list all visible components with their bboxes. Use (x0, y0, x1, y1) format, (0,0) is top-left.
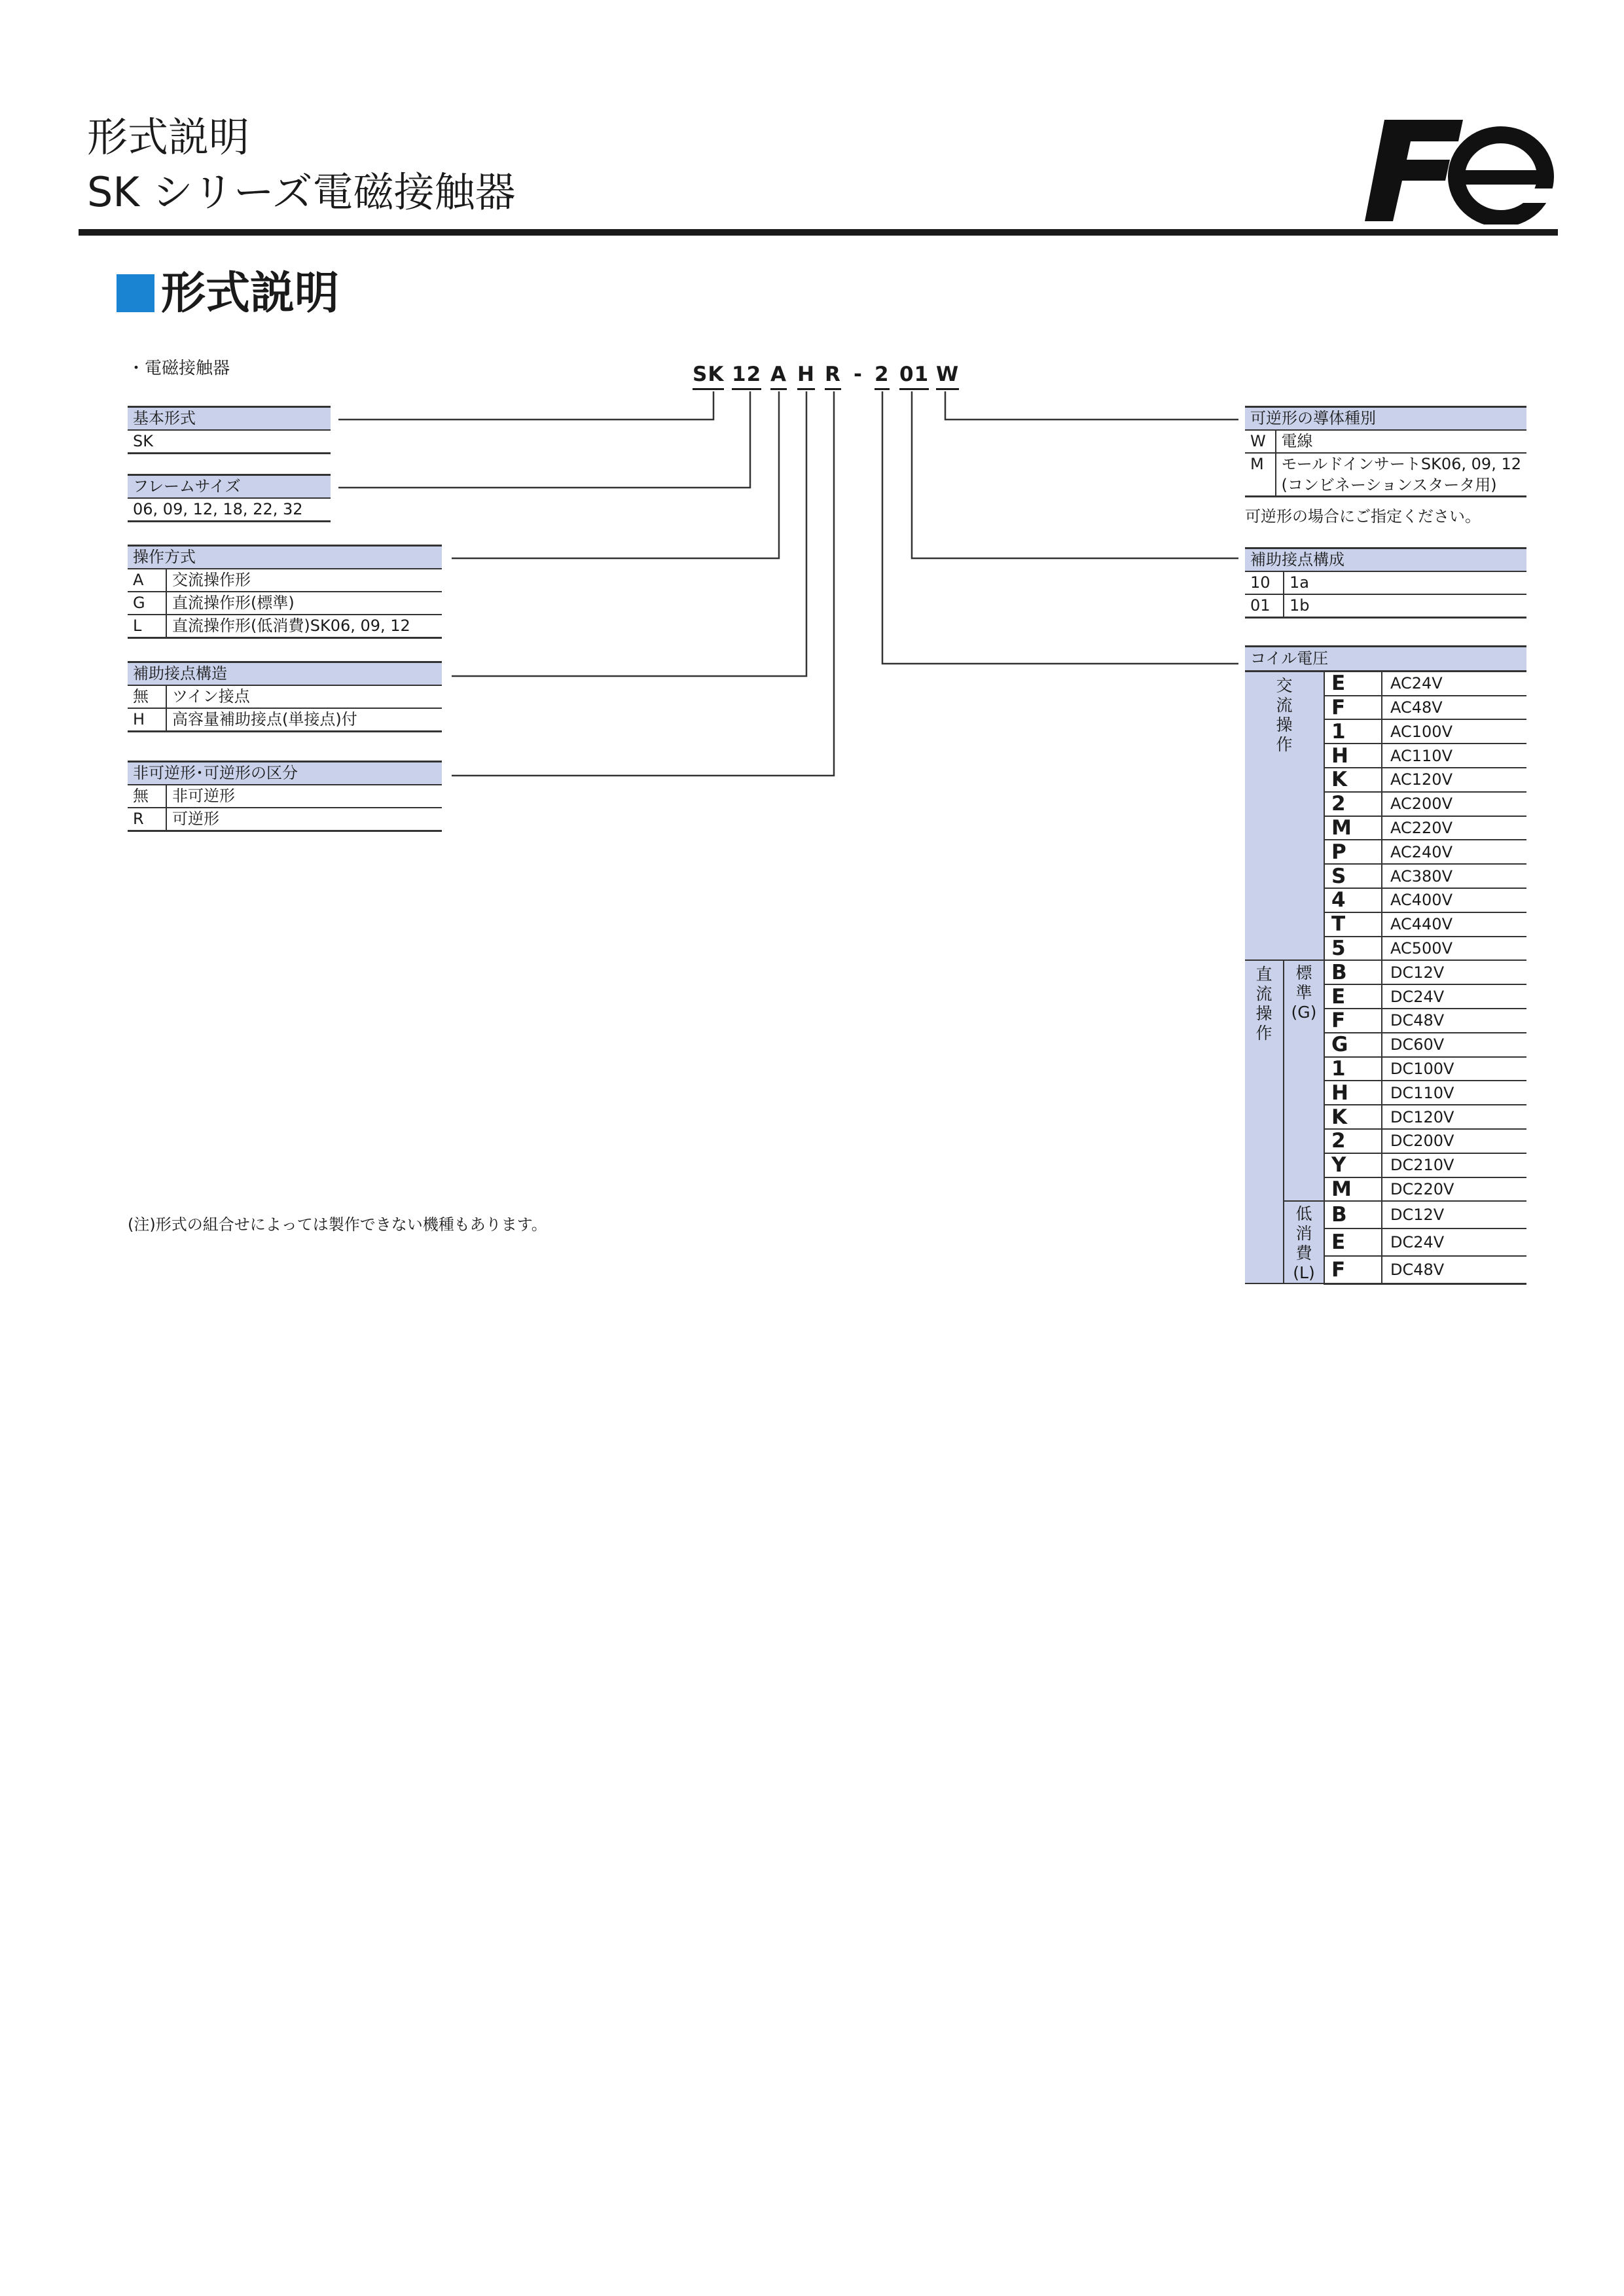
table-title: 操作方式 (128, 546, 442, 569)
row-code: M (1245, 453, 1276, 497)
coil-code: B (1324, 1201, 1382, 1229)
coil-voltage: AC120V (1382, 768, 1526, 792)
table-title: 可逆形の導体種別 (1245, 407, 1526, 431)
coil-voltage: DC120V (1382, 1105, 1526, 1129)
coil-code: 1 (1324, 719, 1382, 744)
coil-voltage: DC12V (1382, 1201, 1526, 1229)
row-code: H (128, 708, 166, 732)
coil-voltage: DC210V (1382, 1153, 1526, 1177)
row-code: 10 (1245, 571, 1284, 594)
coil-code: K (1324, 1105, 1382, 1129)
table-value: SK (128, 430, 331, 454)
coil-voltage: DC24V (1382, 984, 1526, 1009)
coil-voltage: DC24V (1382, 1229, 1526, 1256)
coil-voltage: DC200V (1382, 1129, 1526, 1153)
code-part-hyphen: - (854, 363, 863, 386)
code-part-coil: 2 (875, 360, 890, 389)
coil-code: M (1324, 816, 1382, 840)
code-part-conductor: W (936, 360, 959, 389)
row-label: 可逆形 (166, 808, 442, 831)
header-title-line1: 形式説明 (87, 113, 250, 161)
row-code: 無 (128, 785, 166, 808)
row-code: W (1245, 430, 1276, 453)
row-code: L (128, 615, 166, 638)
coil-code: T (1324, 912, 1382, 937)
coil-voltage: DC48V (1382, 1256, 1526, 1283)
coil-group-ac: 交 流 操 作 (1245, 671, 1324, 960)
coil-voltage: DC100V (1382, 1057, 1526, 1081)
coil-code: F (1324, 1009, 1382, 1033)
coil-voltage: DC60V (1382, 1033, 1526, 1057)
coil-code: E (1324, 671, 1382, 695)
table-basic-type (128, 406, 331, 454)
coil-voltage: DC220V (1382, 1177, 1526, 1202)
coil-voltage: DC48V (1382, 1009, 1526, 1033)
table-title: コイル電圧 (1245, 647, 1526, 672)
coil-code: E (1324, 1229, 1382, 1256)
footnote: (注)形式の組合せによっては製作できない機種もあります。 (128, 1215, 547, 1234)
row-label (1276, 453, 1526, 497)
table-row (1245, 960, 1526, 984)
row-label: 非可逆形 (166, 785, 442, 808)
table-reversible (128, 761, 442, 832)
row-label: 直流操作形(標準) (166, 592, 442, 615)
code-part-aux-structure: H (797, 360, 815, 389)
coil-voltage: AC24V (1382, 671, 1526, 695)
row-code: 01 (1245, 594, 1284, 618)
coil-code: F (1324, 1256, 1382, 1283)
code-part-frame: 12 (732, 360, 761, 389)
coil-code: E (1324, 984, 1382, 1009)
coil-code: 1 (1324, 1057, 1382, 1081)
coil-code: 5 (1324, 937, 1382, 961)
row-code: G (128, 592, 166, 615)
coil-voltage: AC100V (1382, 719, 1526, 744)
coil-code: H (1324, 744, 1382, 768)
coil-code: F (1324, 696, 1382, 720)
table-title: 基本形式 (128, 407, 331, 431)
coil-voltage: DC110V (1382, 1081, 1526, 1105)
row-label: 電線 (1276, 430, 1526, 453)
coil-code: Y (1324, 1153, 1382, 1177)
coil-code: 2 (1324, 1129, 1382, 1153)
coil-code: M (1324, 1177, 1382, 1202)
coil-code: B (1324, 960, 1382, 984)
coil-code: K (1324, 768, 1382, 792)
row-label: 直流操作形(低消費)SK06, 09, 12 (166, 615, 442, 638)
code-part-operation: A (770, 360, 787, 389)
coil-code: S (1324, 864, 1382, 888)
coil-voltage: AC200V (1382, 792, 1526, 816)
coil-voltage: AC220V (1382, 816, 1526, 840)
table-title: 補助接点構造 (128, 662, 442, 686)
conductor-note: 可逆形の場合にご指定ください。 (1245, 507, 1481, 526)
coil-subgroup-standard: 標 準 (G) (1284, 960, 1324, 1201)
coil-subgroup-lowpower: 低 消 費 (L) (1284, 1201, 1324, 1283)
row-label: 交流操作形 (166, 569, 442, 592)
header-title-line2: SK シリーズ電磁接触器 (87, 168, 516, 216)
table-title: フレームサイズ (128, 475, 331, 499)
table-title: 非可逆形･可逆形の区分 (128, 762, 442, 785)
row-label: 1a (1284, 571, 1526, 594)
table-value: 06, 09, 12, 18, 22, 32 (128, 498, 331, 522)
coil-code: P (1324, 840, 1382, 864)
table-aux-structure (128, 661, 442, 732)
table-conductor-type (1245, 406, 1526, 497)
row-code: R (128, 808, 166, 831)
coil-voltage: AC48V (1382, 696, 1526, 720)
code-part-sk: SK (693, 360, 724, 389)
table-row (1245, 1201, 1526, 1229)
coil-code: 2 (1324, 792, 1382, 816)
row-label: 高容量補助接点(単接点)付 (166, 708, 442, 732)
table-row (1245, 671, 1526, 695)
code-part-reversible: R (825, 360, 841, 389)
coil-group-dc: 直 流 操 作 (1245, 960, 1284, 1283)
coil-voltage: AC240V (1382, 840, 1526, 864)
row-label: 1b (1284, 594, 1526, 618)
table-title: 補助接点構成 (1245, 548, 1526, 572)
table-operation (128, 545, 442, 639)
coil-code: 4 (1324, 888, 1382, 912)
caption: ・電磁接触器 (128, 359, 230, 378)
coil-voltage: AC400V (1382, 888, 1526, 912)
row-code: A (128, 569, 166, 592)
row-label-line2: (コンビネーションスタータ用) (1281, 476, 1497, 494)
coil-voltage: AC110V (1382, 744, 1526, 768)
table-frame-size (128, 474, 331, 522)
row-label-line1: モールドインサートSK06, 09, 12 (1281, 455, 1521, 473)
table-aux-config (1245, 547, 1526, 619)
section-title: 形式説明 (161, 268, 340, 319)
row-label: ツイン接点 (166, 685, 442, 708)
coil-voltage: AC380V (1382, 864, 1526, 888)
code-part-aux-config: 01 (899, 360, 929, 389)
row-code: 無 (128, 685, 166, 708)
table-coil-voltage (1245, 645, 1526, 1285)
coil-voltage: AC440V (1382, 912, 1526, 937)
coil-voltage: AC500V (1382, 937, 1526, 961)
coil-code: G (1324, 1033, 1382, 1057)
coil-voltage: DC12V (1382, 960, 1526, 984)
coil-code: H (1324, 1081, 1382, 1105)
